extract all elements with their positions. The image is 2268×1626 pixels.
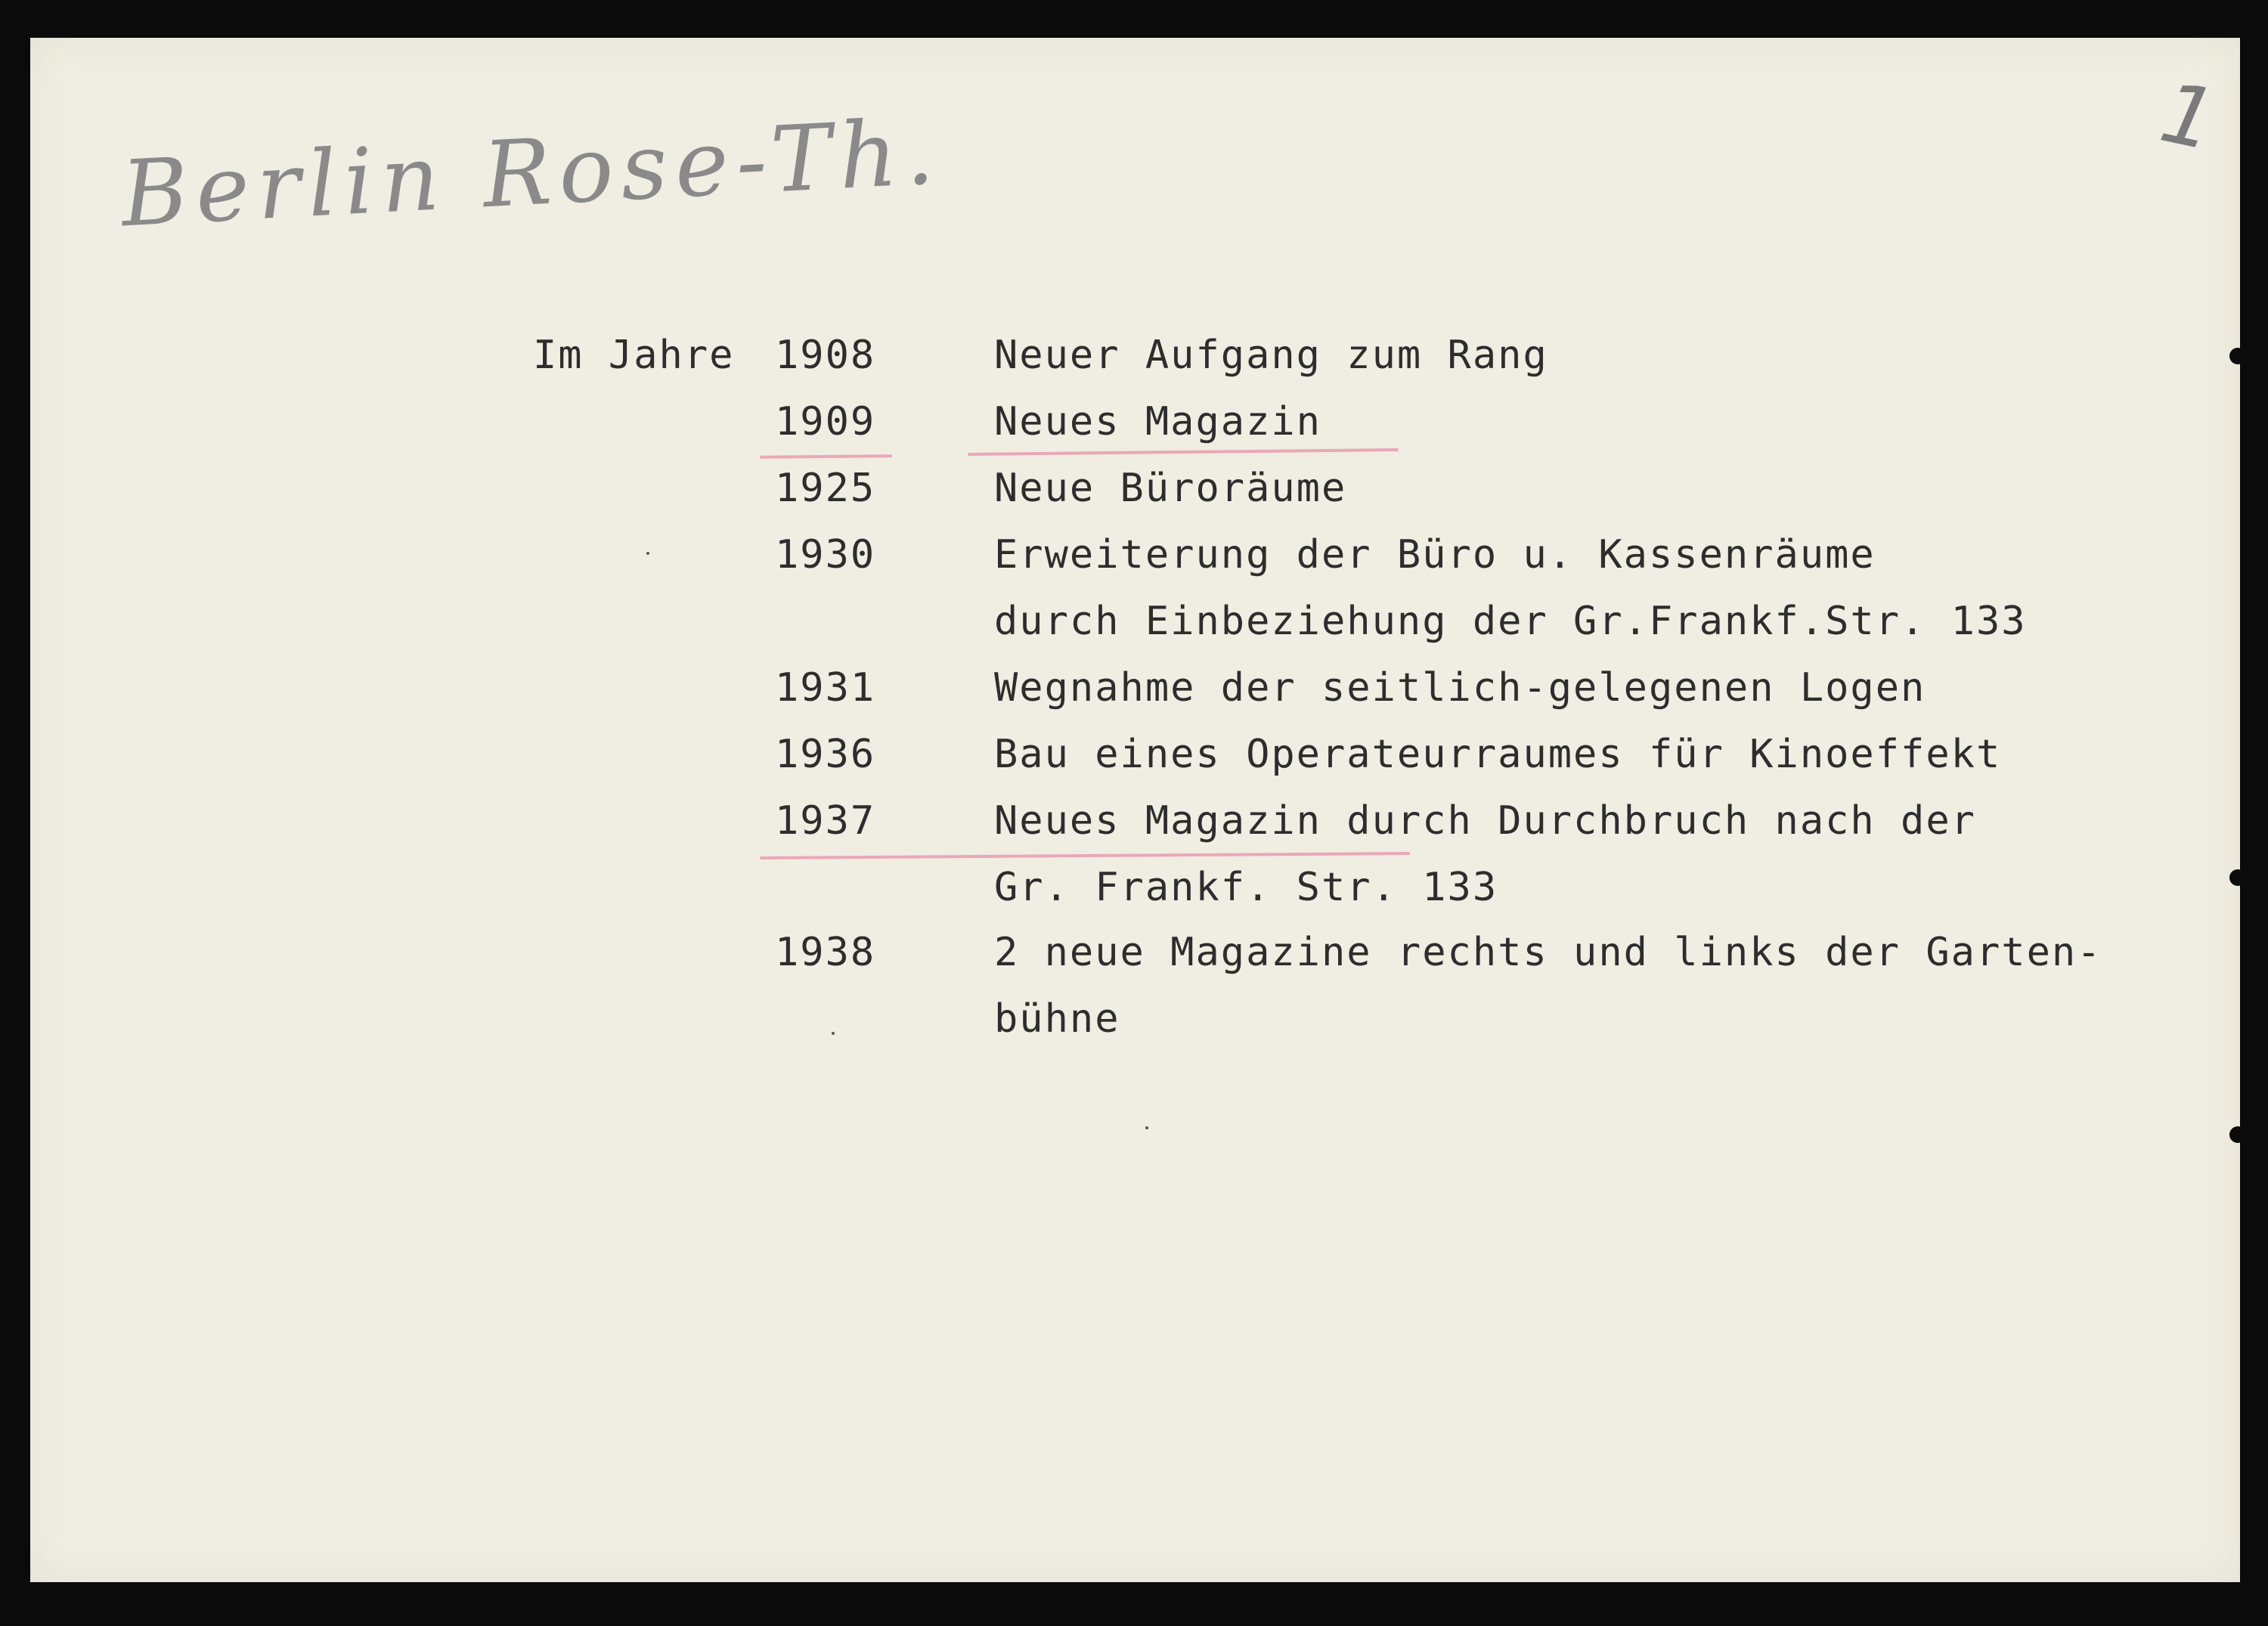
entry-year: 1925 (775, 466, 876, 511)
entry-text: Neuer Aufgang zum Rang (994, 333, 1548, 378)
paper-speck (832, 1032, 835, 1035)
binder-hole (2229, 1126, 2246, 1143)
binder-hole (2229, 348, 2246, 364)
entry-text: Erweiterung der Büro u. Kassenräume (994, 532, 1876, 578)
entry-year: 1936 (775, 732, 876, 777)
entry-text: durch Einbeziehung der Gr.Frankf.Str. 133 (994, 599, 2027, 644)
entry-text: 2 neue Magazine rechts und links der Garten- (994, 930, 2102, 975)
paper-speck (1145, 1126, 1148, 1129)
handwritten-note: Berlin Rose-Th. (119, 99, 944, 248)
red-underline (760, 852, 1410, 859)
entry-year: 1931 (775, 665, 876, 711)
entry-text: Wegnahme der seitlich-gelegenen Logen (994, 665, 1926, 711)
entry-year: 1937 (775, 798, 876, 844)
red-underline (968, 448, 1399, 456)
entry-text: Neues Magazin durch Durchbruch nach der (994, 798, 1976, 844)
entry-text: Bau eines Operateurraumes für Kinoeffekt (994, 732, 2002, 777)
page-number: 1 (2152, 63, 2225, 169)
entry-text: Neues Magazin (994, 399, 1321, 444)
entry-text: Gr. Frankf. Str. 133 (994, 865, 1498, 910)
intro-label: Im Jahre (533, 333, 735, 378)
entry-text: Neue Büroräume (994, 466, 1347, 511)
entry-year: 1930 (775, 532, 876, 578)
entry-text: bühne (994, 996, 1120, 1042)
paper-sheet (30, 38, 2240, 1582)
entry-year: 1909 (775, 399, 876, 444)
entry-year: 1938 (775, 930, 876, 975)
paper-speck (646, 552, 649, 555)
binder-hole (2229, 869, 2246, 886)
entry-year: 1908 (775, 333, 876, 378)
red-underline (760, 454, 892, 459)
